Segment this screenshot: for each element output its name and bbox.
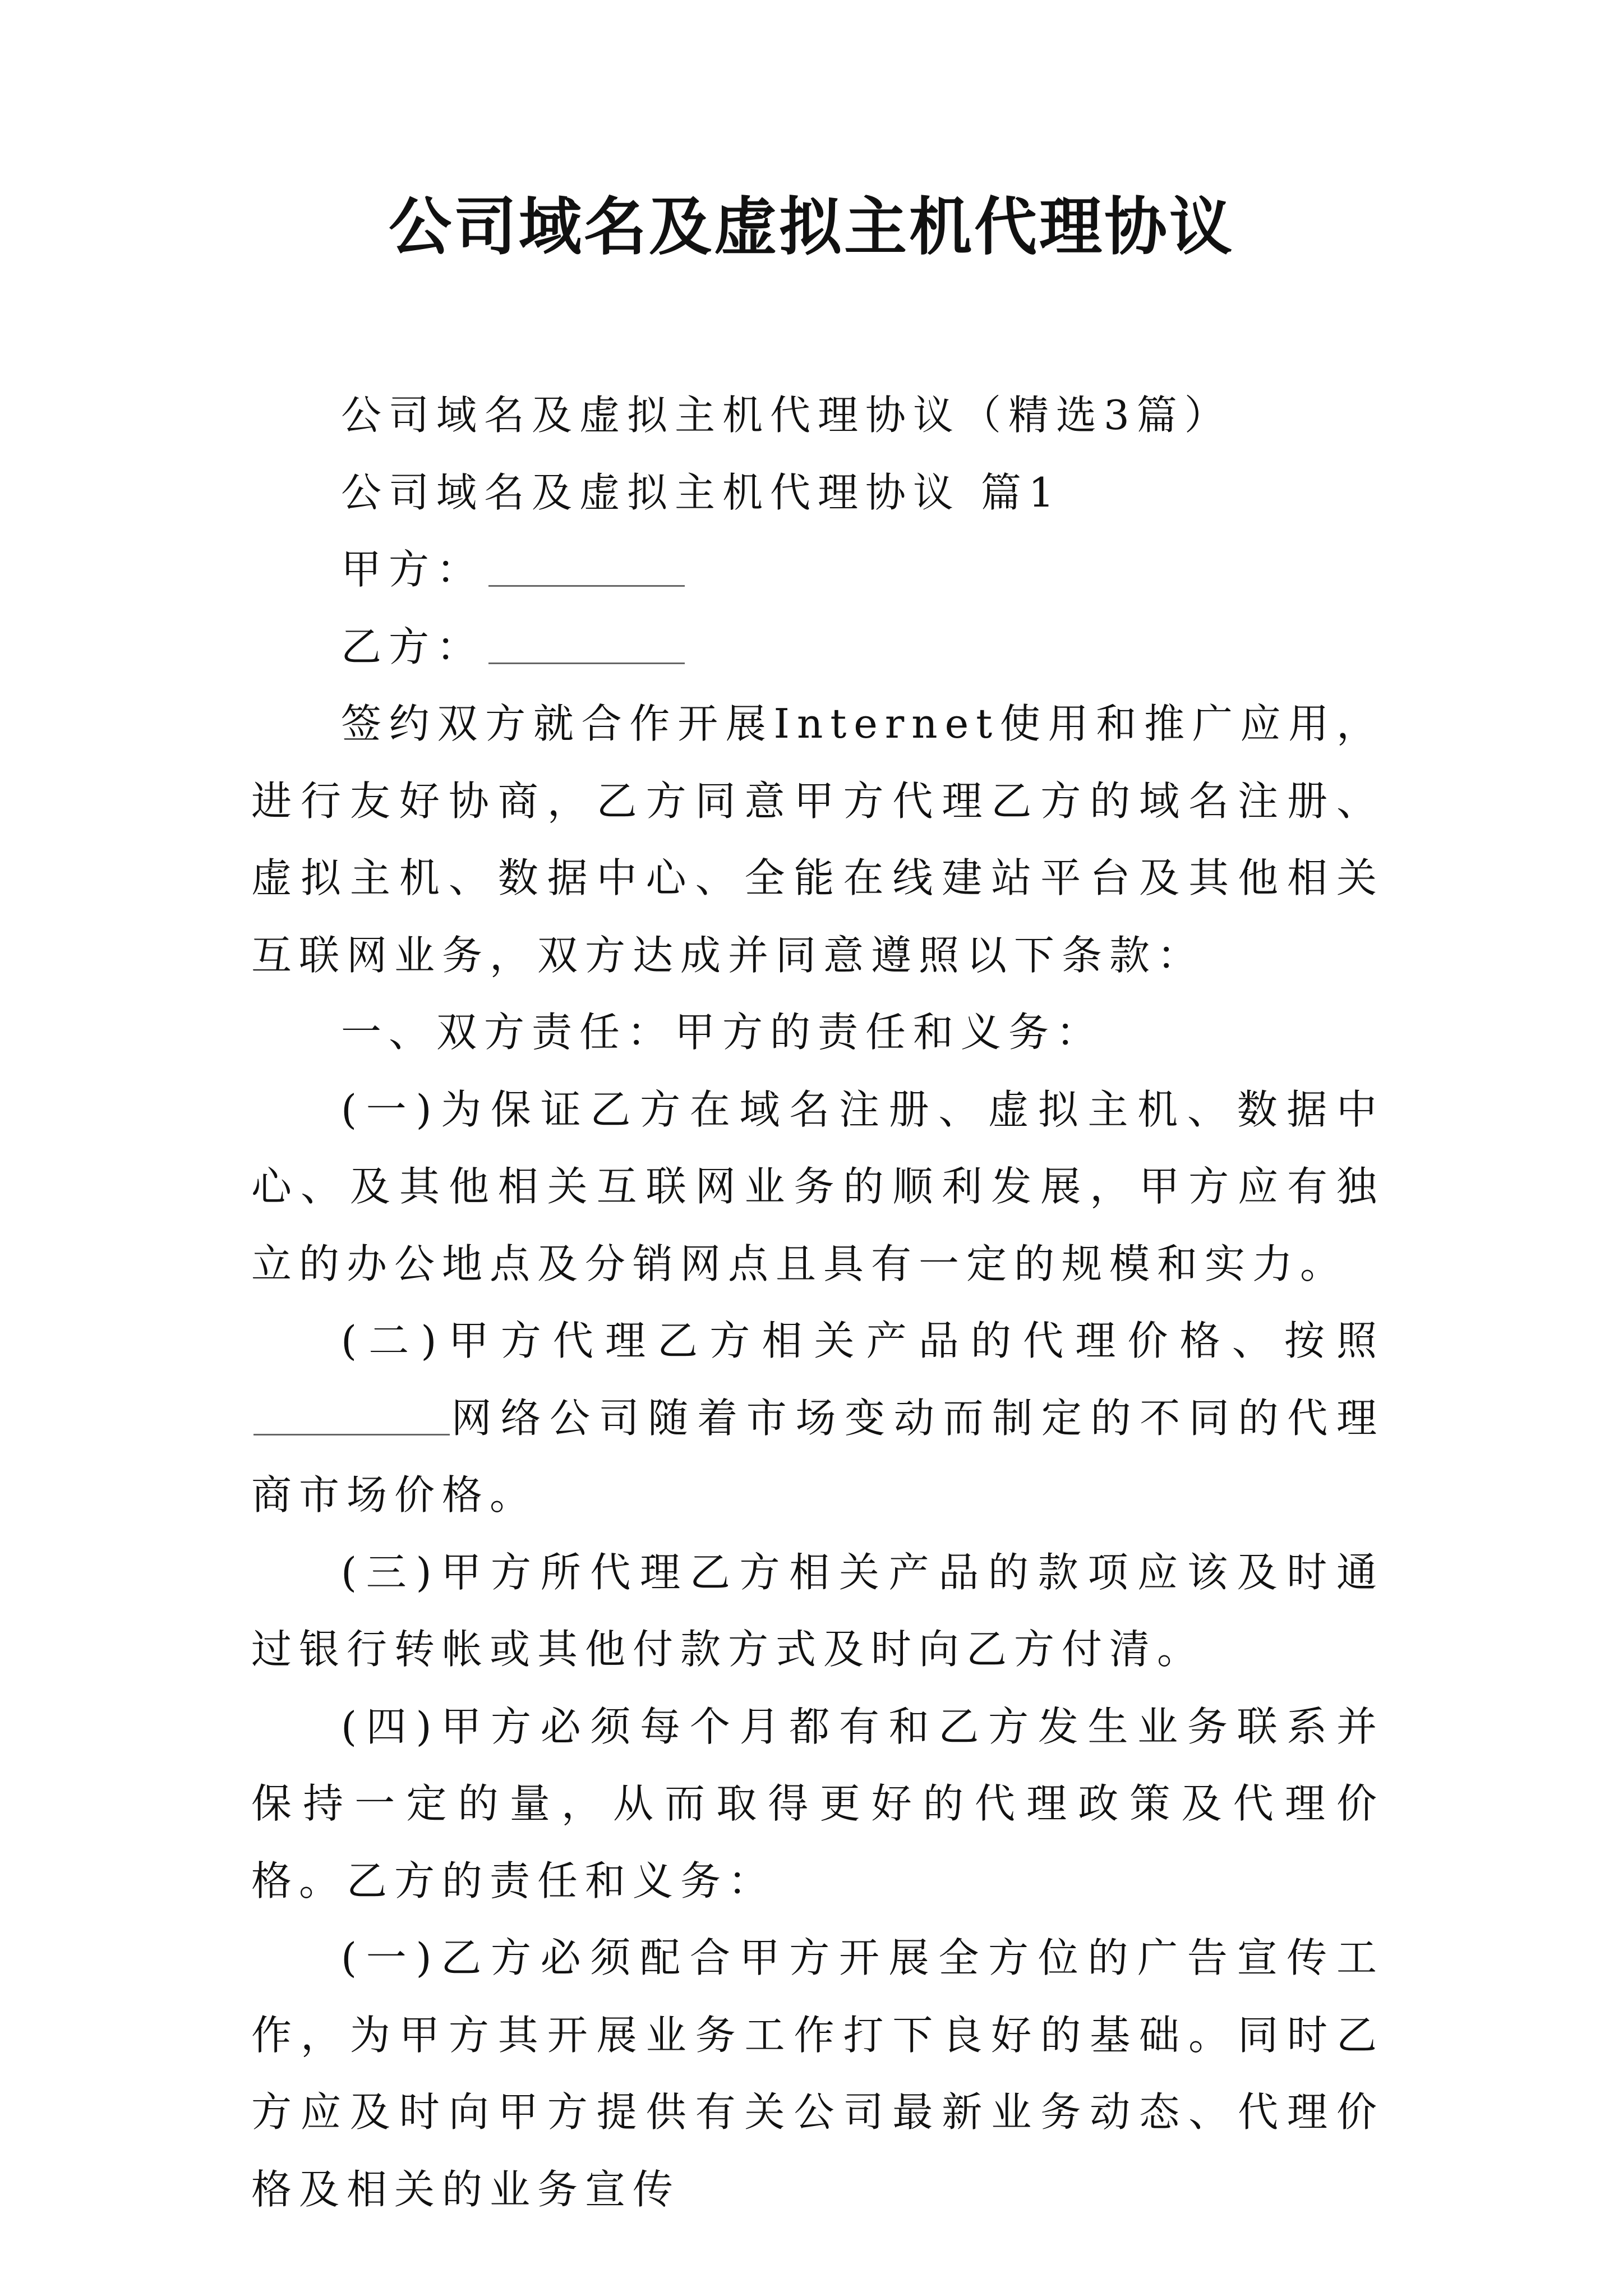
document-body bbox=[251, 377, 1384, 2228]
party-a-duty-3: (三)甲方所代理乙方相关产品的款项应该及时通过银行转帐或其他付款方式及时向乙方付清。 bbox=[251, 1548, 1384, 1673]
party-a-line bbox=[251, 531, 1384, 609]
party-b-line bbox=[251, 609, 1384, 686]
party-a-duty-2-after: 网络公司随着市场变动而制定的不同的代理商市场价格。 bbox=[251, 1394, 1384, 1519]
party-b-blank bbox=[488, 623, 685, 664]
section-heading: 公司域名及虚拟主机代理协议 篇1 bbox=[341, 468, 1062, 516]
party-a-duty-1: (一)为保证乙方在域名注册、虚拟主机、数据中心、及其他相关互联网业务的顺利发展，甲方应有独立的办公地点及分销网点且具有一定的规模和实力。 bbox=[251, 1085, 1384, 1287]
party-b-duty-1: (一)乙方必须配合甲方开展全方位的广告宣传工作，为甲方其开展业务工作打下良好的基础。同时乙方应及时向甲方提供有关公司最新业务动态、代理价格及相关的业务宣传 bbox=[251, 1934, 1384, 2213]
party-a-duty-2-before: (二)甲方代理乙方相关产品的代理价格、按照 bbox=[341, 1317, 1384, 1364]
document-title: 公司域名及虚拟主机代理协议 bbox=[389, 190, 1234, 264]
document-subtitle: 公司域名及虚拟主机代理协议（精选3篇） bbox=[341, 392, 1232, 439]
company-name-blank bbox=[253, 1395, 450, 1435]
intro-paragraph: 签约双方就合作开展Internet使用和推广应用，进行友好协商，乙方同意甲方代理乙方的域名注册、虚拟主机、数据中心、全能在线建站平台及其他相关互联网业务，双方达成并同意遵照以下条款： bbox=[251, 700, 1384, 979]
party-a-duty-2 bbox=[251, 1303, 1384, 1534]
party-a-label: 甲方： bbox=[341, 546, 485, 593]
party-a-blank bbox=[488, 546, 685, 587]
party-a-duty-4: (四)甲方必须每个月都有和乙方发生业务联系并保持一定的量，从而取得更好的代理政策及代理价格。乙方的责任和义务： bbox=[251, 1703, 1384, 1904]
clause-1-heading: 一、双方责任：甲方的责任和义务： bbox=[341, 1009, 1104, 1056]
party-b-label: 乙方： bbox=[341, 623, 485, 670]
